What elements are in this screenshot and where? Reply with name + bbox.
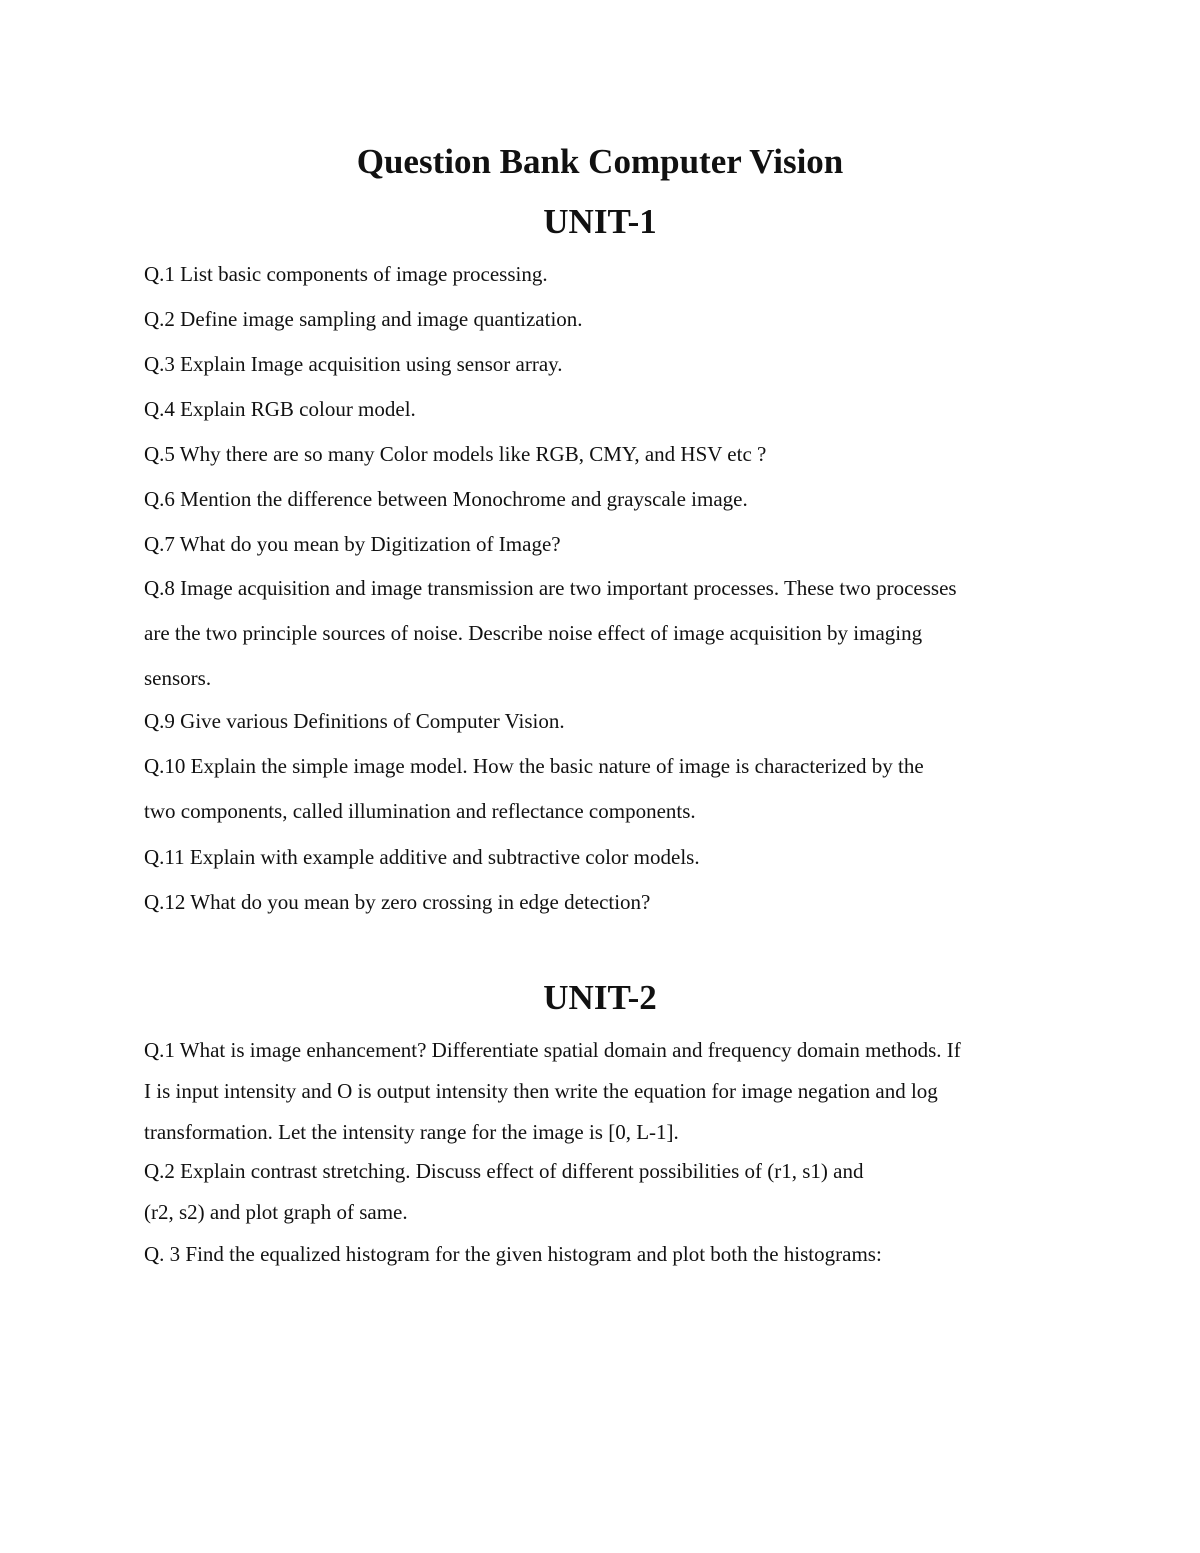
question-line: Q.4 Explain RGB colour model. bbox=[144, 397, 416, 421]
unit-2-question-3 bbox=[144, 1239, 1064, 1269]
question-line: Q.1 What is image enhancement? Differentiate spatial domain and frequency domain methods. If bbox=[144, 1038, 961, 1062]
question-line: I is input intensity and O is output intensity then write the equation for image negation and log bbox=[144, 1079, 938, 1103]
question-line: Q.9 Give various Definitions of Computer Vision. bbox=[144, 709, 565, 733]
unit-1-question-6 bbox=[144, 484, 1064, 514]
question-line: Q.8 Image acquisition and image transmission are two important processes. These two processes bbox=[144, 576, 957, 600]
question-line: Q.10 Explain the simple image model. How the basic nature of image is characterized by the bbox=[144, 754, 924, 778]
unit-1-question-9 bbox=[144, 706, 1064, 736]
question-line: Q.6 Mention the difference between Monochrome and grayscale image. bbox=[144, 487, 748, 511]
question-line: sensors. bbox=[144, 666, 212, 690]
unit-2-question-2 bbox=[144, 1151, 1064, 1233]
unit-1-question-3 bbox=[144, 349, 1064, 379]
question-line: Q.1 List basic components of image processing. bbox=[144, 262, 548, 286]
question-line: Q. 3 Find the equalized histogram for the given histogram and plot both the histograms: bbox=[144, 1242, 882, 1266]
question-line: are the two principle sources of noise. Describe noise effect of image acquisition by imaging bbox=[144, 621, 923, 645]
question-line: Q.7 What do you mean by Digitization of Image? bbox=[144, 532, 561, 556]
unit-1-question-7 bbox=[144, 529, 1064, 559]
unit-1-question-2 bbox=[144, 304, 1064, 334]
unit-2-question-1 bbox=[144, 1030, 1064, 1153]
document-title: Question Bank Computer Vision bbox=[356, 142, 844, 181]
unit-1-heading: UNIT-1 bbox=[543, 202, 657, 241]
question-line: Q.11 Explain with example additive and subtractive color models. bbox=[144, 845, 700, 869]
unit-1-question-11 bbox=[144, 842, 1064, 872]
question-line: Q.3 Explain Image acquisition using sensor array. bbox=[144, 352, 563, 376]
unit-1-question-10 bbox=[144, 744, 1064, 834]
unit-1-question-12 bbox=[144, 887, 1064, 917]
question-line: Q.12 What do you mean by zero crossing in edge detection? bbox=[144, 890, 651, 914]
question-line: Q.2 Define image sampling and image quantization. bbox=[144, 307, 583, 331]
unit-1-question-4 bbox=[144, 394, 1064, 424]
unit-1-question-5 bbox=[144, 439, 1064, 469]
question-line: Q.2 Explain contrast stretching. Discuss effect of different possibilities of (r1, s1) and bbox=[144, 1159, 864, 1183]
unit-1-question-8 bbox=[144, 566, 1064, 701]
question-line: Q.5 Why there are so many Color models like RGB, CMY, and HSV etc ? bbox=[144, 442, 767, 466]
question-line: transformation. Let the intensity range for the image is [0, L-1]. bbox=[144, 1120, 679, 1144]
question-line: (r2, s2) and plot graph of same. bbox=[144, 1200, 408, 1224]
unit-2-heading: UNIT-2 bbox=[543, 978, 657, 1017]
question-line: two components, called illumination and reflectance components. bbox=[144, 799, 696, 823]
unit-1-question-1 bbox=[144, 259, 1064, 289]
